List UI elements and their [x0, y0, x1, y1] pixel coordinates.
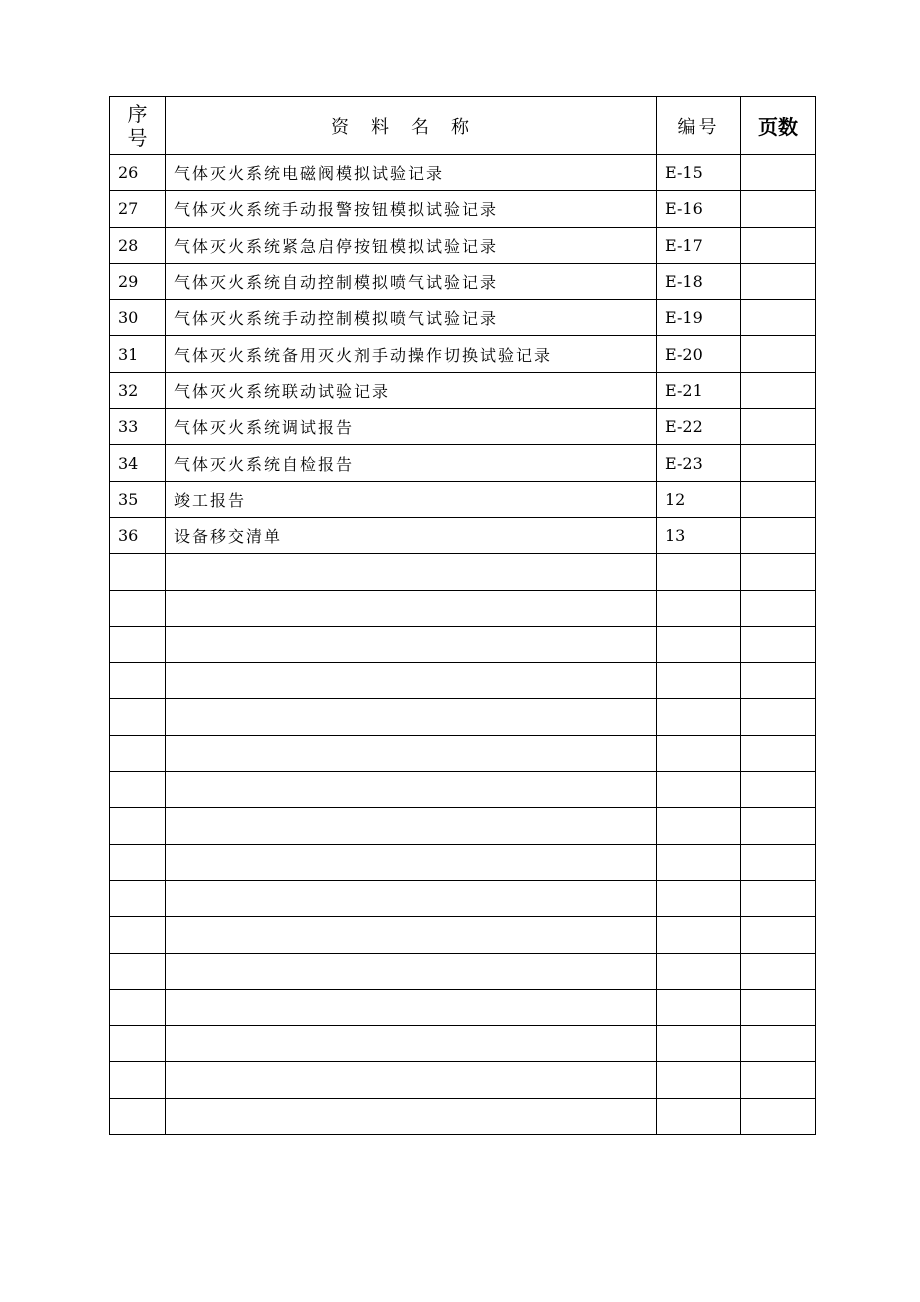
cell-code: [657, 844, 741, 880]
cell-seq: 30: [110, 300, 166, 336]
cell-seq: 28: [110, 227, 166, 263]
table-row: [110, 409, 816, 445]
cell-seq: [110, 1098, 166, 1134]
cell-seq: 33: [110, 409, 166, 445]
cell-seq: 29: [110, 263, 166, 299]
table-row: [110, 554, 816, 590]
cell-name: 气体灭火系统手动控制模拟喷气试验记录: [166, 300, 657, 336]
table-body: [110, 155, 816, 1135]
cell-seq: [110, 917, 166, 953]
cell-pages: [741, 989, 816, 1025]
cell-seq: [110, 663, 166, 699]
table-row: [110, 917, 816, 953]
cell-code: E-22: [657, 409, 741, 445]
cell-pages: [741, 191, 816, 227]
cell-name: 气体灭火系统备用灭火剂手动操作切换试验记录: [166, 336, 657, 372]
cell-code: [657, 917, 741, 953]
header-row: [110, 97, 816, 155]
cell-pages: [741, 1026, 816, 1062]
cell-code: 12: [657, 481, 741, 517]
cell-name: [166, 735, 657, 771]
cell-name: [166, 953, 657, 989]
cell-name: 气体灭火系统手动报警按钮模拟试验记录: [166, 191, 657, 227]
cell-code: [657, 880, 741, 916]
cell-code: 13: [657, 517, 741, 553]
cell-pages: [741, 735, 816, 771]
cell-pages: [741, 1098, 816, 1134]
table-row: [110, 989, 816, 1025]
cell-name: [166, 554, 657, 590]
header-code: 编号: [657, 97, 741, 155]
cell-pages: [741, 844, 816, 880]
table-row: [110, 517, 816, 553]
table-row: [110, 336, 816, 372]
cell-seq: 26: [110, 155, 166, 191]
table-row: [110, 191, 816, 227]
cell-seq: 31: [110, 336, 166, 372]
header-seq-line-2: 号: [127, 125, 148, 150]
cell-pages: [741, 880, 816, 916]
cell-pages: [741, 1062, 816, 1098]
table-row: [110, 699, 816, 735]
cell-seq: 32: [110, 372, 166, 408]
document-index-table: [109, 96, 816, 1135]
cell-pages: [741, 372, 816, 408]
cell-code: [657, 808, 741, 844]
cell-name: [166, 699, 657, 735]
cell-seq: [110, 699, 166, 735]
cell-seq: [110, 844, 166, 880]
cell-pages: [741, 772, 816, 808]
table-row: [110, 772, 816, 808]
cell-pages: [741, 663, 816, 699]
cell-code: [657, 989, 741, 1025]
cell-seq: [110, 1026, 166, 1062]
cell-pages: [741, 155, 816, 191]
cell-name: 设备移交清单: [166, 517, 657, 553]
table-row: [110, 372, 816, 408]
cell-code: [657, 953, 741, 989]
cell-name: 气体灭火系统电磁阀模拟试验记录: [166, 155, 657, 191]
cell-name: 竣工报告: [166, 481, 657, 517]
cell-name: [166, 808, 657, 844]
cell-code: E-18: [657, 263, 741, 299]
cell-seq: [110, 953, 166, 989]
cell-seq: [110, 554, 166, 590]
cell-pages: [741, 517, 816, 553]
cell-seq: [110, 735, 166, 771]
cell-pages: [741, 808, 816, 844]
table-row: [110, 227, 816, 263]
cell-code: E-20: [657, 336, 741, 372]
table-row: [110, 481, 816, 517]
cell-seq: [110, 626, 166, 662]
cell-name: [166, 844, 657, 880]
cell-name: [166, 917, 657, 953]
cell-seq: [110, 772, 166, 808]
cell-name: [166, 772, 657, 808]
cell-pages: [741, 263, 816, 299]
cell-name: [166, 626, 657, 662]
cell-code: [657, 663, 741, 699]
cell-name: [166, 989, 657, 1025]
table-row: [110, 300, 816, 336]
cell-code: [657, 626, 741, 662]
cell-pages: [741, 300, 816, 336]
cell-code: E-15: [657, 155, 741, 191]
cell-pages: [741, 409, 816, 445]
cell-code: E-16: [657, 191, 741, 227]
header-seq-line-1: 序: [127, 101, 148, 126]
cell-pages: [741, 481, 816, 517]
cell-pages: [741, 626, 816, 662]
cell-name: 气体灭火系统自动控制模拟喷气试验记录: [166, 263, 657, 299]
table-row: [110, 263, 816, 299]
cell-code: [657, 1062, 741, 1098]
table-row: [110, 844, 816, 880]
cell-pages: [741, 953, 816, 989]
table-row: [110, 808, 816, 844]
table-row: [110, 155, 816, 191]
cell-code: [657, 1098, 741, 1134]
table-row: [110, 953, 816, 989]
cell-code: [657, 699, 741, 735]
cell-name: 气体灭火系统自检报告: [166, 445, 657, 481]
cell-name: [166, 1098, 657, 1134]
cell-pages: [741, 227, 816, 263]
table-row: [110, 590, 816, 626]
cell-seq: 35: [110, 481, 166, 517]
table-row: [110, 663, 816, 699]
cell-code: E-19: [657, 300, 741, 336]
cell-name: [166, 1026, 657, 1062]
cell-code: [657, 772, 741, 808]
table-row: [110, 735, 816, 771]
cell-pages: [741, 445, 816, 481]
cell-seq: [110, 808, 166, 844]
cell-seq: 34: [110, 445, 166, 481]
cell-pages: [741, 699, 816, 735]
table-row: [110, 626, 816, 662]
cell-name: [166, 1062, 657, 1098]
header-name: 资料名称: [166, 97, 657, 155]
table-row: [110, 1062, 816, 1098]
cell-name: [166, 590, 657, 626]
table-row: [110, 1098, 816, 1134]
cell-name: 气体灭火系统调试报告: [166, 409, 657, 445]
cell-pages: [741, 917, 816, 953]
header-pages: 页数: [741, 97, 816, 155]
cell-name: [166, 663, 657, 699]
cell-pages: [741, 336, 816, 372]
table-row: [110, 445, 816, 481]
cell-seq: [110, 1062, 166, 1098]
cell-code: [657, 1026, 741, 1062]
cell-code: E-23: [657, 445, 741, 481]
cell-name: 气体灭火系统紧急启停按钮模拟试验记录: [166, 227, 657, 263]
cell-seq: 36: [110, 517, 166, 553]
cell-seq: 27: [110, 191, 166, 227]
cell-code: [657, 735, 741, 771]
cell-code: E-21: [657, 372, 741, 408]
cell-seq: [110, 590, 166, 626]
cell-code: E-17: [657, 227, 741, 263]
cell-seq: [110, 989, 166, 1025]
header-seq: [110, 97, 166, 155]
table-row: [110, 880, 816, 916]
cell-seq: [110, 880, 166, 916]
cell-pages: [741, 554, 816, 590]
cell-code: [657, 590, 741, 626]
table-row: [110, 1026, 816, 1062]
cell-name: [166, 880, 657, 916]
cell-pages: [741, 590, 816, 626]
cell-code: [657, 554, 741, 590]
cell-name: 气体灭火系统联动试验记录: [166, 372, 657, 408]
